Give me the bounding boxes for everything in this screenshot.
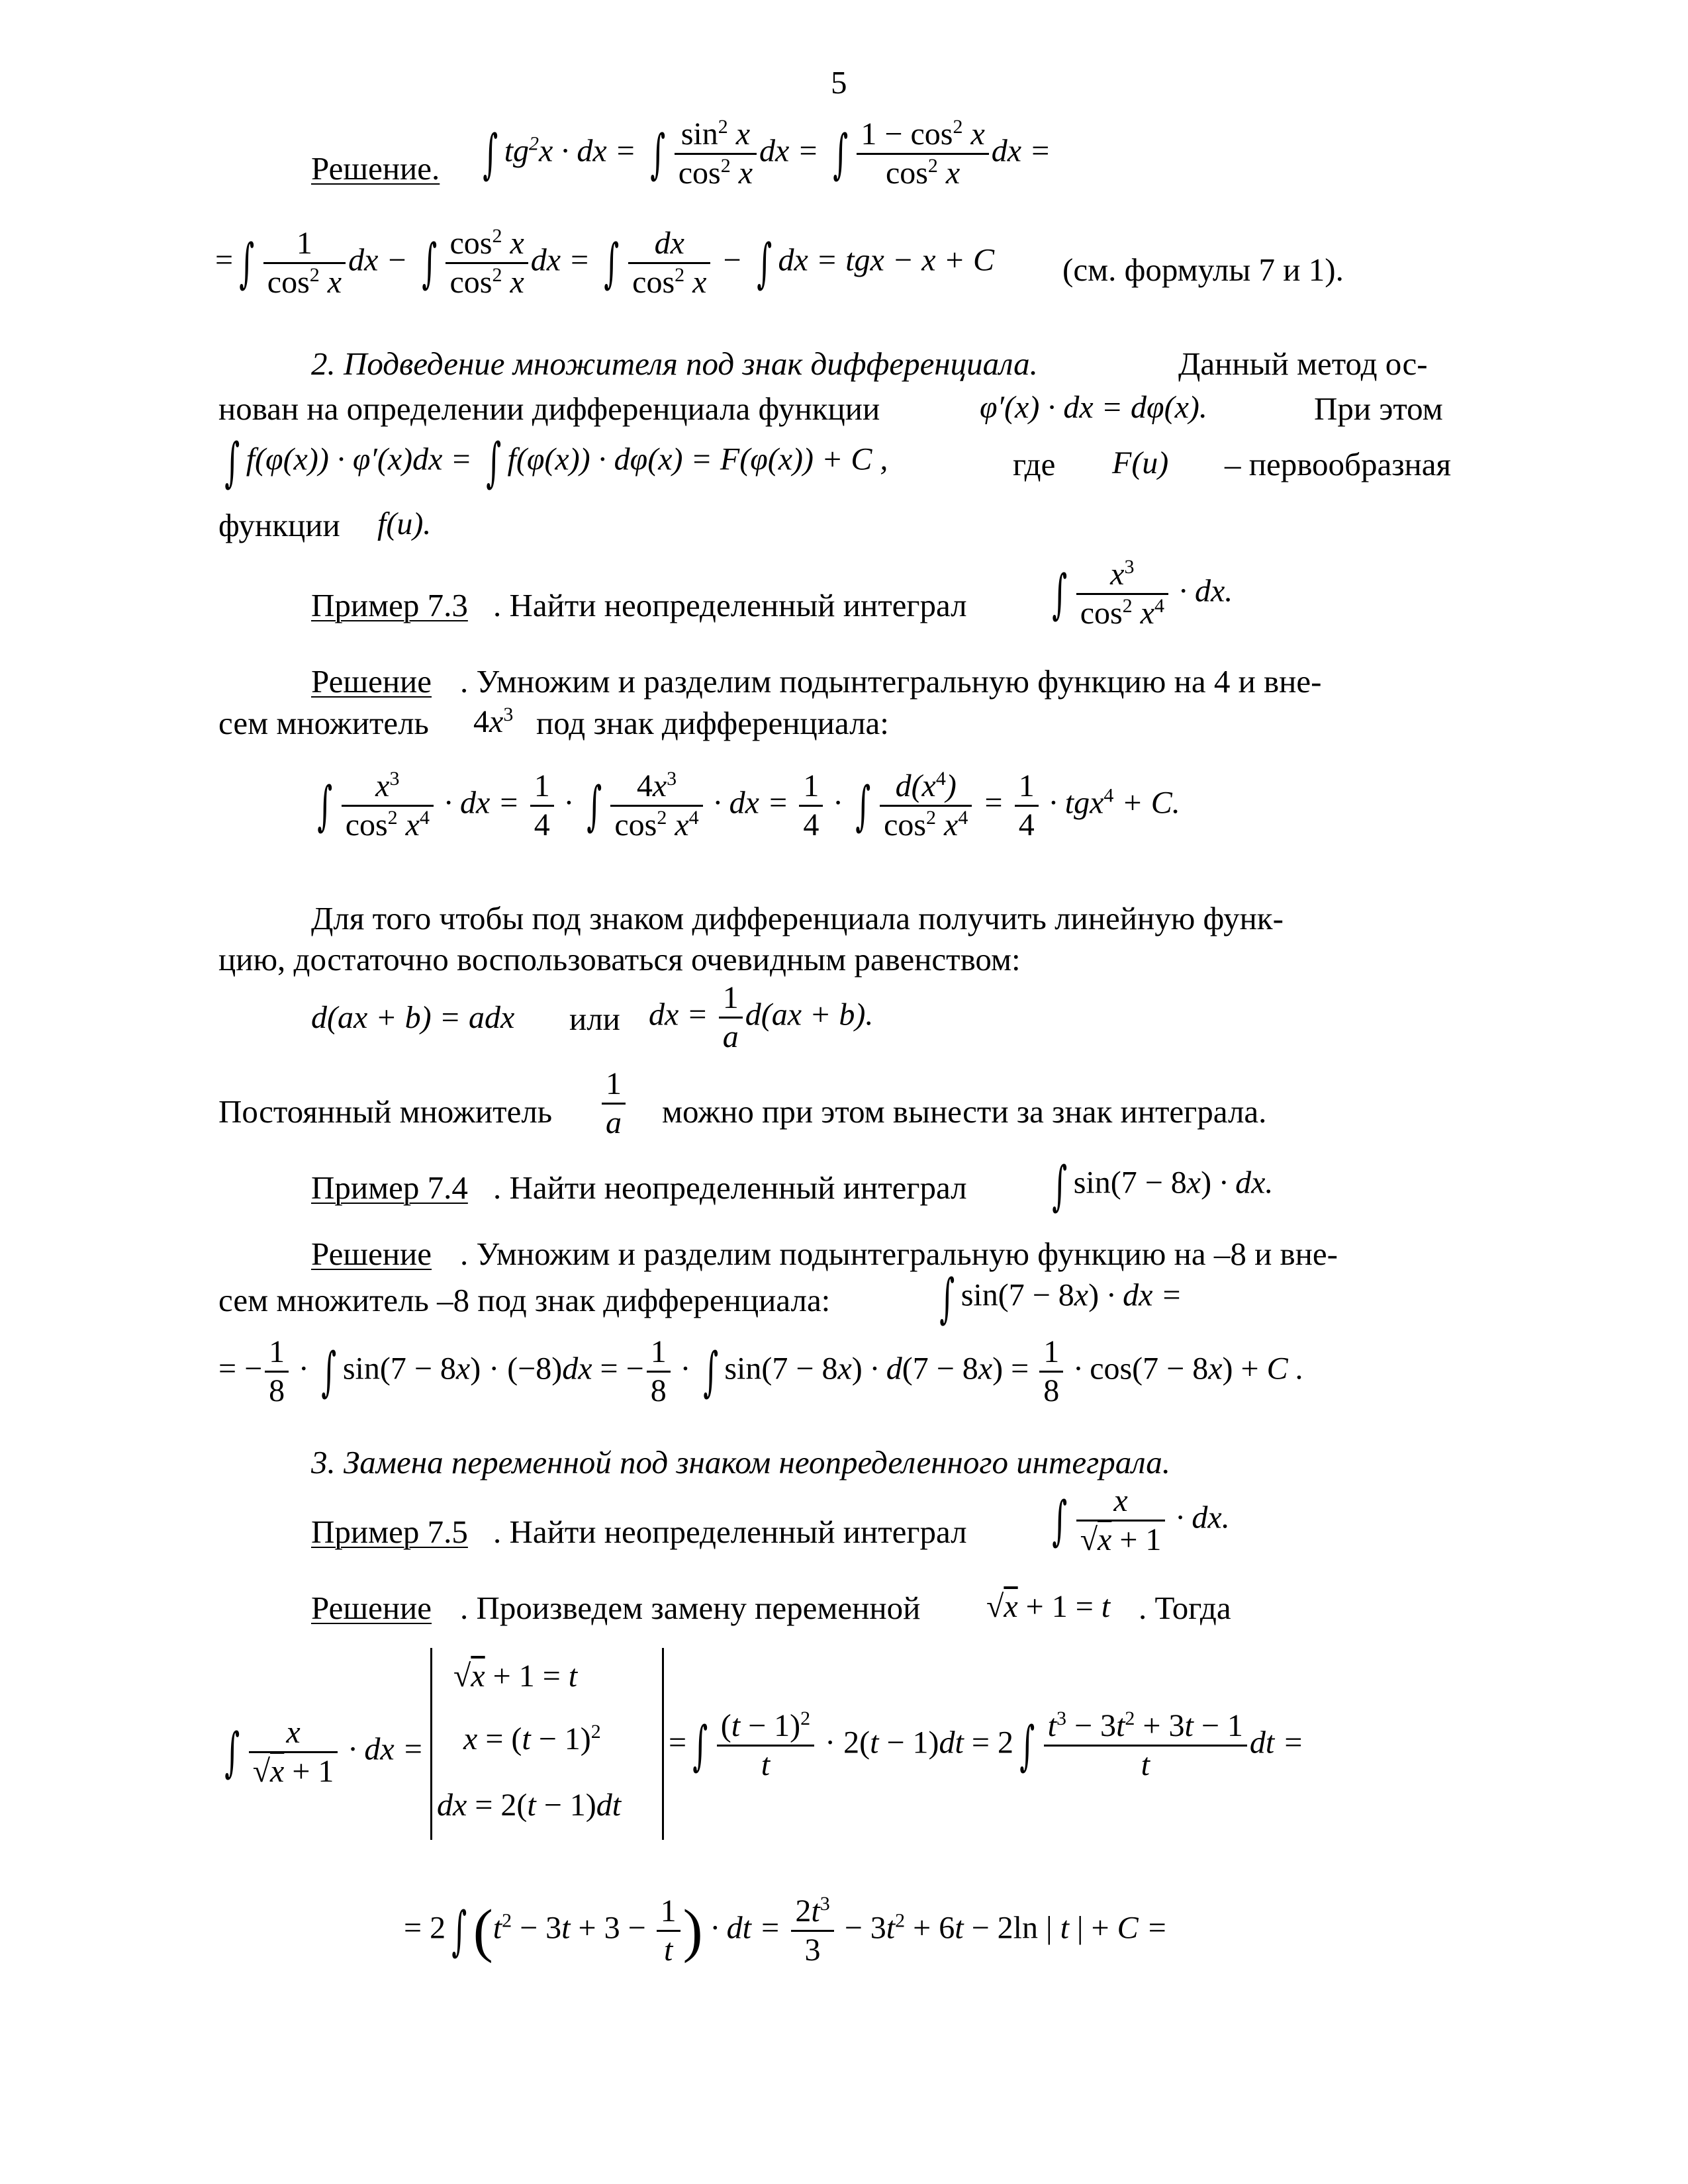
equation-4x3: $4x^3$ bbox=[473, 704, 514, 739]
equation-F-u: F(u) bbox=[1112, 445, 1169, 480]
linear-text: цию, достаточно воспользоваться очевидным равенством: bbox=[218, 941, 1021, 978]
solution-7-4-label: Решение bbox=[311, 1236, 432, 1272]
equation-linear-2: dx = $\frac{1}{a}$ d(ax + b). bbox=[649, 980, 874, 1054]
method-3-title: 3. Замена переменной под знаком неопределенного интеграла. bbox=[311, 1444, 1170, 1480]
example-7-3-text: . Найти неопределенный интеграл bbox=[493, 587, 967, 623]
constant-text: можно при этом вынести за знак интеграла. bbox=[662, 1093, 1267, 1130]
substitution-row-1: √x + 1 = t bbox=[453, 1659, 578, 1694]
equation-solution-7-4: = − $\frac{1}{8}$ · ∫ sin(7 − 8x) · (−8)dx = − $\frac{1}{8}$ · ∫ sin(7 − 8x) · d(7 − 8x) = $\frac{1}{8}$ · cos(7 − 8x) + C . bbox=[218, 1334, 1304, 1408]
solution-7-5-text: . Произведем замену переменной bbox=[460, 1590, 921, 1626]
equation-lhs-7-5: ∫ $\frac{x}{√x + 1}$ · dx = bbox=[224, 1715, 424, 1789]
method-2-title: 2. Подведение множителя под знак дифференциала. bbox=[311, 345, 1038, 382]
method-2-text: функции bbox=[218, 507, 340, 543]
method-2-text: нован на определении дифференциала функции bbox=[218, 390, 880, 427]
equation-1-over-a: $\frac{1}{a}$ bbox=[599, 1066, 628, 1142]
substitution-row-3: dx = 2(t − 1)dt bbox=[437, 1788, 622, 1823]
solution-7-4-text: . Умножим и разделим подынтегральную функцию на –8 и вне- bbox=[460, 1236, 1338, 1272]
equation-solution-7-3: ∫ $\frac{x^3}{\cos^2 x^4}$ · dx = $\frac{1}{4}$ · ∫ $\frac{4x^3}{\cos^2 x^4}$ · dx = $\frac{1}{4}$ · ∫ $\frac{d(x^4)}{\cos^2 x^4}$ = $\frac{1}{4}$ · tgx$^4$ + C. bbox=[317, 768, 1180, 842]
equation-example-7-4: ∫ sin(7 − 8x) · dx. bbox=[1052, 1155, 1274, 1216]
method-2-text: – первообразная bbox=[1225, 446, 1452, 482]
linear-text: Для того чтобы под знаком дифференциала получить линейную функ- bbox=[311, 900, 1284, 936]
equation-substitution-rule: ∫ f(φ(x)) · φ′(x)dx = ∫ f(φ(x)) · dφ(x) = F(φ(x)) + C , bbox=[224, 432, 888, 493]
method-2-text: При этом bbox=[1314, 390, 1443, 427]
solution-7-3-text: под знак дифференциала: bbox=[536, 705, 889, 741]
equation-tg-1: ∫ $tg^2x$ · dx = ∫ $\frac{\sin^2 x}{\cos^2 x}$ dx = ∫ $\frac{1 - \cos^2 x}{\cos^2 x}$ dx = bbox=[483, 116, 1051, 191]
solution-7-3-label: Решение bbox=[311, 663, 432, 700]
method-2-text: где bbox=[1013, 446, 1056, 482]
substitution-row-2: $x = (t - 1)^2$ bbox=[463, 1721, 601, 1756]
method-2-text: Данный метод ос- bbox=[1178, 345, 1428, 382]
page-number: 5 bbox=[831, 64, 847, 101]
equation-substitution: √x + 1 = t bbox=[986, 1589, 1111, 1624]
solution-7-3-text: . Умножим и разделим подынтегральную функцию на 4 и вне- bbox=[460, 663, 1322, 700]
formula-reference: (см. формулы 7 и 1). bbox=[1062, 251, 1344, 288]
equation-tg-2: = ∫ $\frac{1}{\cos^2 x}$ dx − ∫ $\frac{\cos^2 x}{\cos^2 x}$ dx = ∫ $\frac{dx}{\cos^2 x}$ − ∫ dx = tgx − x + C bbox=[215, 225, 994, 300]
solution-7-3-text: сем множитель bbox=[218, 705, 429, 741]
equation-differential: φ′(x) · dx = dφ(x). bbox=[980, 390, 1207, 425]
solution-label: Решение. bbox=[311, 150, 440, 187]
linear-or: или bbox=[569, 1001, 620, 1037]
example-7-5-label: Пример 7.5 bbox=[311, 1514, 468, 1550]
equation-example-7-5: ∫ $\frac{x}{√x + 1}$ · dx. bbox=[1052, 1483, 1230, 1557]
equation-f-u: f(u). bbox=[377, 506, 432, 541]
equation-example-7-3: ∫ $\frac{x^3}{\cos^2 x^4}$ · dx. bbox=[1052, 556, 1233, 631]
example-7-5-text: . Найти неопределенный интеграл bbox=[493, 1514, 967, 1550]
solution-7-4-text: сем множитель –8 под знак дифференциала: bbox=[218, 1282, 831, 1318]
example-7-4-label: Пример 7.4 bbox=[311, 1169, 468, 1206]
equation-sin-integral: ∫ sin(7 − 8x) · dx = bbox=[939, 1267, 1182, 1329]
constant-text: Постоянный множитель bbox=[218, 1093, 553, 1130]
example-7-3-label: Пример 7.3 bbox=[311, 587, 468, 623]
solution-7-5-then: . Тогда bbox=[1139, 1590, 1231, 1626]
solution-7-5-label: Решение bbox=[311, 1590, 432, 1626]
equation-linear-1: d(ax + b) = adx bbox=[311, 1000, 515, 1035]
substitution-bar-right bbox=[662, 1648, 664, 1840]
substitution-bar-left bbox=[430, 1648, 432, 1840]
example-7-4-text: . Найти неопределенный интеграл bbox=[493, 1169, 967, 1206]
equation-final-7-5: = 2 ∫ ($t^2 - 3t + 3$ − $\frac{1}{t}$ ) · dt = $\frac{2t^3}{3}$ − $3t^2 + 6t - 2\ln$ | t | + C = bbox=[404, 1893, 1168, 1968]
equation-rhs-7-5: = ∫ $\frac{(t - 1)^2}{t}$ · 2(t − 1)dt = 2 ∫ $\frac{t^3 - 3t^2 + 3t - 1}{t}$ dt = bbox=[669, 1707, 1304, 1782]
